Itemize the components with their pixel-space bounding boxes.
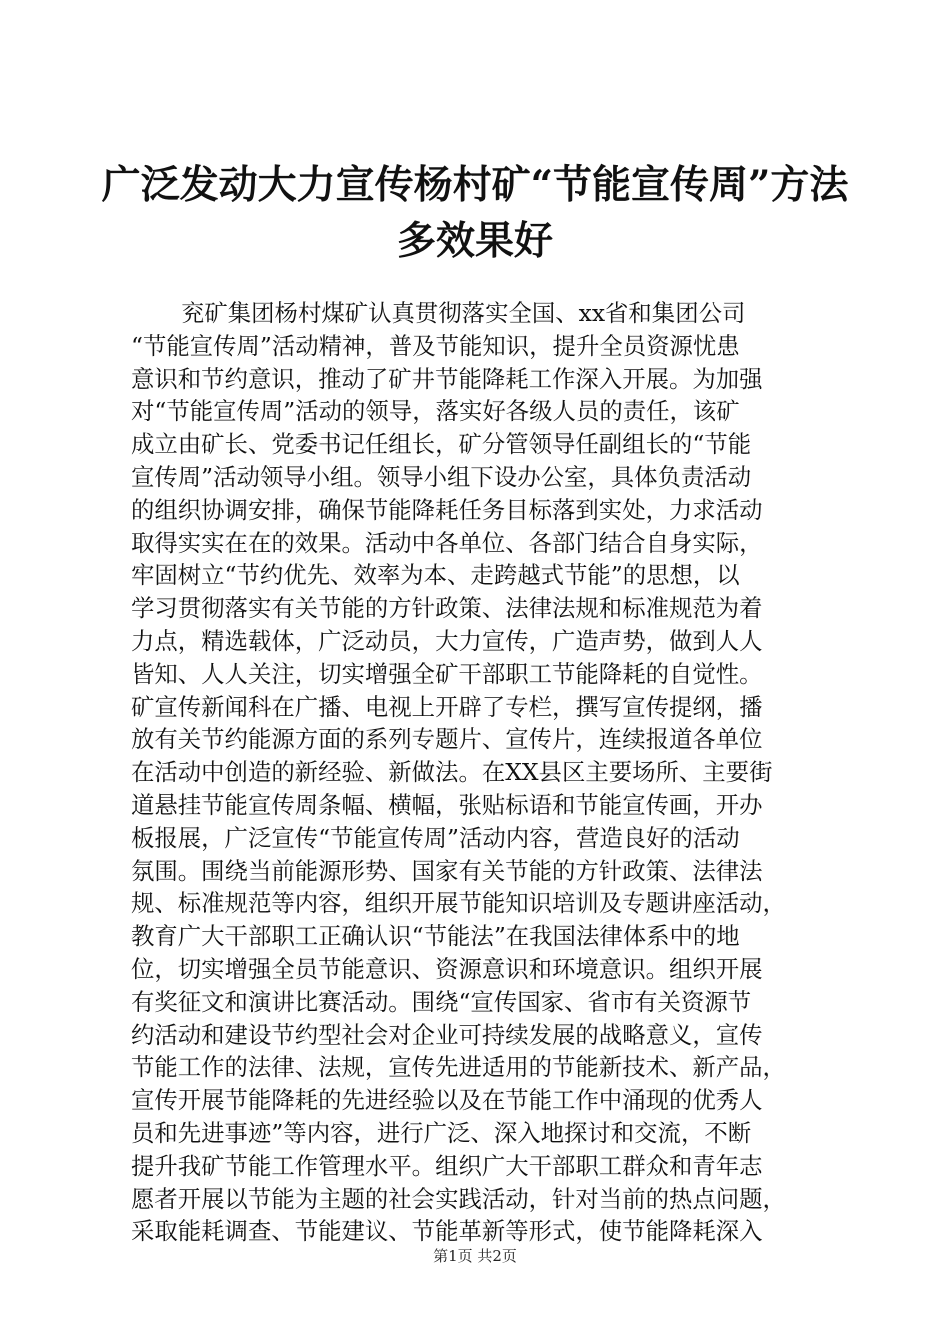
body-line: 意识和节约意识，推动了矿井节能降耗工作深入开展。为加强 bbox=[131, 364, 763, 393]
body-line: 氛围。围绕当前能源形势、国家有关节能的方针政策、法律法 bbox=[131, 856, 763, 885]
body-line: 规、标准规范等内容，组织开展节能知识培训及专题讲座活动， bbox=[131, 889, 786, 918]
body-line: 学习贯彻落实有关节能的方针政策、法律法规和标准规范为着 bbox=[131, 594, 763, 623]
body-line: 成立由矿长、党委书记任组长，矿分管领导任副组长的“节能 bbox=[131, 430, 752, 459]
body-line: 兖矿集团杨村煤矿认真贯彻落实全国、xx省和集团公司 bbox=[181, 299, 746, 327]
body-line: 道悬挂节能宣传周条幅、横幅，张贴标语和节能宣传画，开办 bbox=[131, 790, 763, 819]
body-line: 约活动和建设节约型社会对企业可持续发展的战略意义，宣传 bbox=[131, 1020, 763, 1049]
body-line: “节能宣传周”活动精神，普及节能知识，提升全员资源忧患 bbox=[131, 331, 740, 360]
body-line: 宣传开展节能降耗的先进经验以及在节能工作中涌现的优秀人 bbox=[131, 1086, 763, 1115]
body-line: 提升我矿节能工作管理水平。组织广大干部职工群众和青年志 bbox=[131, 1151, 763, 1180]
body-line: 力点，精选载体，广泛动员，大力宣传，广造声势，做到人人 bbox=[131, 626, 763, 655]
body-line: 皆知、人人关注，切实增强全矿干部职工节能降耗的自觉性。 bbox=[131, 659, 763, 688]
document-title-line-1: 广泛发动大力宣传杨村矿“节能宣传周”方法 bbox=[101, 162, 849, 208]
body-line: 牢固树立“节约优先、效率为本、走跨越式节能”的思想，以 bbox=[131, 561, 740, 590]
body-line: 有奖征文和演讲比赛活动。围绕“宣传国家、省市有关资源节 bbox=[131, 987, 752, 1016]
body-line: 节能工作的法律、法规，宣传先进适用的节能新技术、新产品， bbox=[131, 1053, 786, 1082]
body-line: 位，切实增强全员节能意识、资源意识和环境意识。组织开展 bbox=[131, 954, 763, 983]
body-line: 宣传周”活动领导小组。领导小组下设办公室，具体负责活动 bbox=[131, 462, 752, 491]
body-line: 取得实实在在的效果。活动中各单位、各部门结合自身实际， bbox=[131, 528, 763, 557]
body-line: 员和先进事迹”等内容，进行广泛、深入地探讨和交流，不断 bbox=[131, 1118, 752, 1147]
document-title-line-2: 多效果好 bbox=[396, 218, 553, 264]
body-line: 矿宣传新闻科在广播、电视上开辟了专栏，撰写宣传提纲，播 bbox=[131, 692, 763, 721]
body-line: 愿者开展以节能为主题的社会实践活动，针对当前的热点问题， bbox=[131, 1184, 786, 1213]
document-body bbox=[131, 297, 836, 1248]
body-line: 放有关节约能源方面的系列专题片、宣传片，连续报道各单位 bbox=[131, 725, 763, 754]
body-line: 采取能耗调查、节能建议、节能革新等形式，使节能降耗深入 bbox=[131, 1217, 763, 1246]
body-line: 在活动中创造的新经验、新做法。在XX县区主要场所、主要街 bbox=[131, 758, 773, 787]
page-number-footer: 第1页 共2页 bbox=[433, 1247, 517, 1265]
body-line: 对“节能宣传周”活动的领导，落实好各级人员的责任，该矿 bbox=[131, 397, 740, 426]
body-line: 教育广大干部职工正确认识“节能法”在我国法律体系中的地 bbox=[131, 922, 740, 951]
body-line: 的组织协调安排，确保节能降耗任务目标落到实处，力求活动 bbox=[131, 495, 763, 524]
body-line: 板报展，广泛宣传“节能宣传周”活动内容，营造良好的活动 bbox=[131, 823, 740, 852]
